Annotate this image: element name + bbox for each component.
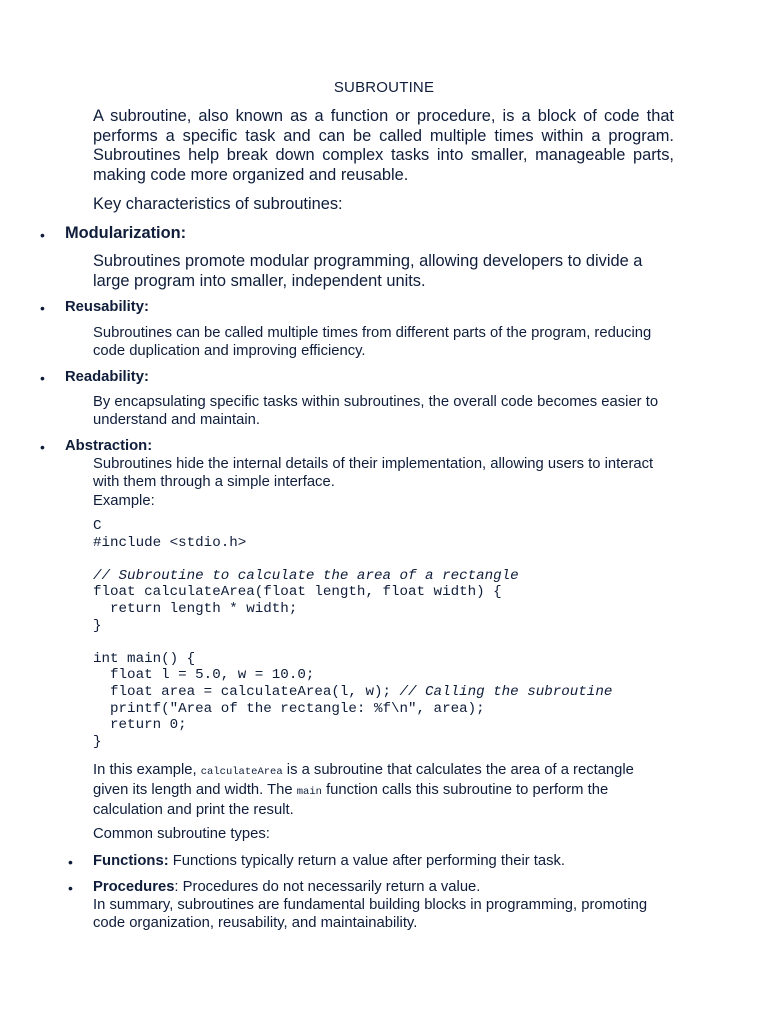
explanation-text: In this example,	[93, 762, 201, 778]
reusability-text: Subroutines can be called multiple times from different parts of the program, reducing code duplication and improving efficiency.	[93, 325, 652, 359]
code-line: float area = calculateArea(l, w); // Calling the subroutine	[93, 683, 613, 700]
type-text: Functions typically return a value after performing their task.	[168, 853, 566, 869]
code-line: return length * width;	[93, 600, 298, 617]
bullet-icon: •	[40, 300, 45, 316]
summary-paragraph: In summary, subroutines are fundamental building blocks in programming, promoting code organization, reusability, and maintainability.	[93, 897, 648, 931]
bullet-icon: •	[40, 439, 45, 455]
type-item-functions	[93, 852, 693, 870]
reusability-heading: Reusability:	[65, 299, 149, 315]
document-title: SUBROUTINE	[333, 79, 435, 96]
bullet-icon: •	[68, 854, 73, 870]
code-line: #include <stdio.h>	[93, 534, 247, 551]
inline-code-calculatearea: calculateArea	[200, 766, 283, 778]
readability-text: By encapsulating specific tasks within subroutines, the overall code becomes easier to understand and maintain.	[93, 394, 659, 428]
code-line: float l = 5.0, w = 10.0;	[93, 667, 315, 684]
readability-heading: Readability:	[65, 369, 149, 385]
explanation-text: is a subroutine that calculates the area of a rectangle given its length and width. The	[93, 762, 634, 798]
types-heading: Common subroutine types:	[93, 826, 270, 842]
code-language: C	[93, 518, 102, 534]
type-text: : Procedures do not necessarily return a value.	[174, 879, 481, 895]
key-characteristics-heading: Key characteristics of subroutines:	[93, 195, 343, 213]
bullet-icon: •	[40, 227, 45, 243]
code-line: }	[93, 617, 102, 634]
bullet-icon: •	[68, 880, 73, 896]
modularization-heading: Modularization:	[65, 224, 187, 242]
type-name: Functions:	[93, 853, 169, 869]
inline-code-main: main	[296, 786, 322, 798]
code-line: }	[93, 733, 102, 750]
code-block	[93, 518, 612, 750]
type-item-procedures	[93, 878, 693, 896]
abstraction-text: Subroutines hide the internal details of their implementation, allowing users to interact with them through a simple interface.	[93, 456, 654, 490]
bullet-icon: •	[40, 370, 45, 386]
modularization-text: Subroutines promote modular programming, allowing developers to divide a large program into smaller, independent units.	[93, 252, 643, 290]
explanation-paragraph	[93, 761, 653, 819]
code-line: return 0;	[93, 717, 187, 734]
example-label: Example:	[93, 493, 155, 509]
code-comment: // Calling the subroutine	[399, 683, 613, 700]
code-line: float calculateArea(float length, float width) {	[93, 584, 502, 601]
abstraction-heading: Abstraction:	[65, 438, 153, 454]
explanation-text: function calls this subroutine to perform the calculation and print the result.	[93, 782, 609, 818]
code-line: int main() {	[93, 650, 196, 667]
intro-paragraph: A subroutine, also known as a function or procedure, is a block of code that performs a specific task and can be called multiple times within a program. Subroutines help break down complex tasks into smaller, manageable parts, making code more organized and reusable.	[93, 107, 674, 184]
code-line: // Subroutine to calculate the area of a rectangle	[93, 567, 519, 584]
code-line: printf("Area of the rectangle: %f\n", area);	[93, 700, 485, 717]
type-name: Procedures	[93, 879, 175, 895]
